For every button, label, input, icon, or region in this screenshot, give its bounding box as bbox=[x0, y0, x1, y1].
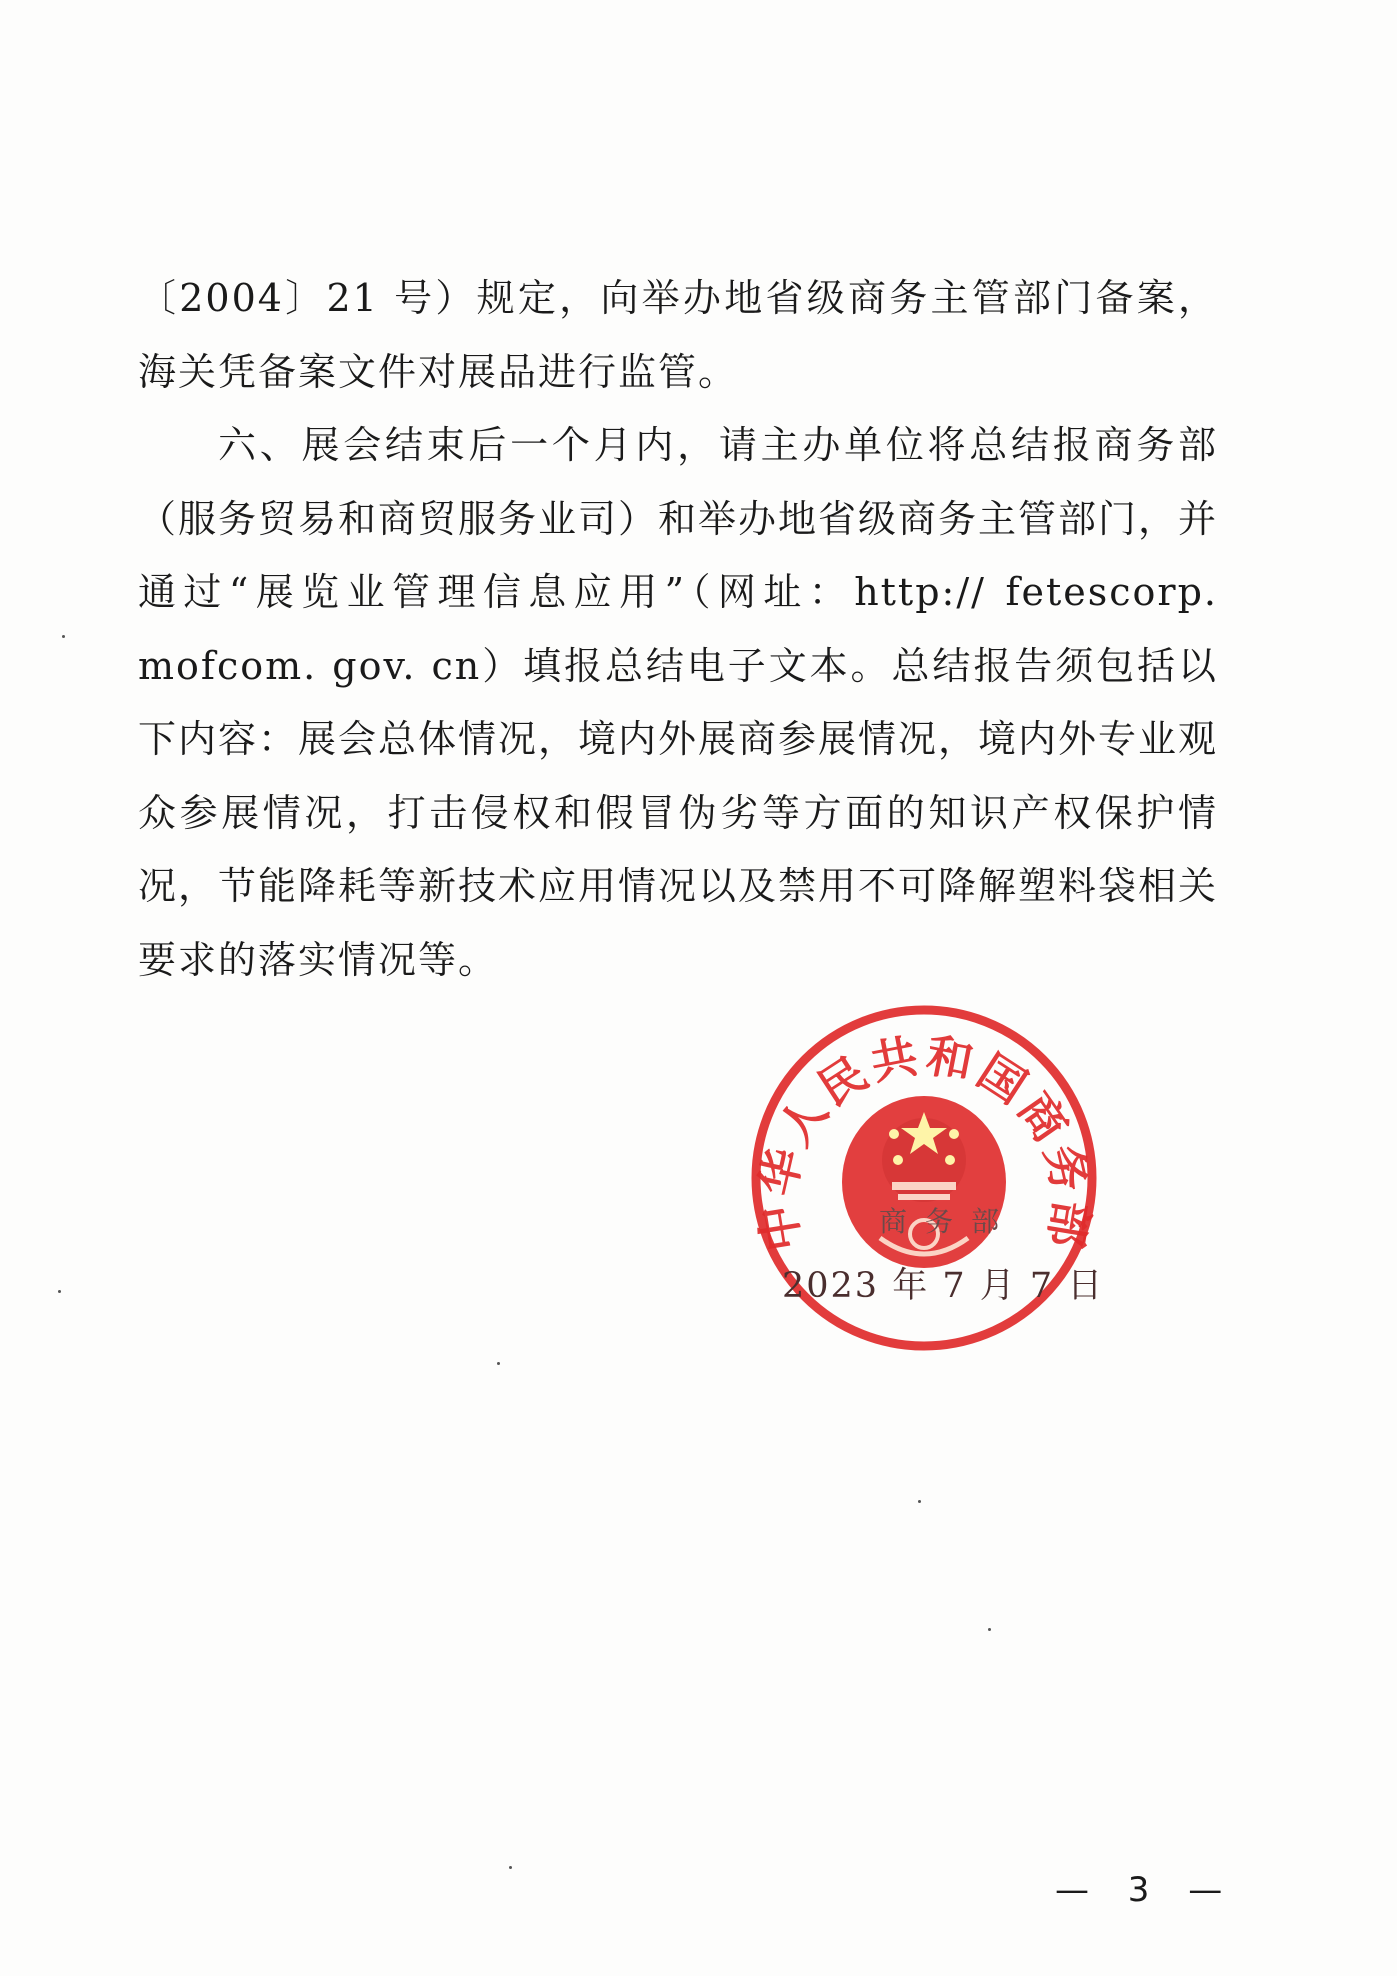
scan-speck bbox=[58, 1290, 61, 1293]
scan-speck bbox=[988, 1628, 991, 1631]
seal-text: 中华人民共和国商务部 bbox=[749, 1027, 1099, 1255]
scan-speck bbox=[918, 1500, 921, 1503]
signature-date: 2023 年 7 月 7 日 bbox=[782, 1266, 1105, 1306]
paragraph-six: 六、展会结束后一个月内，请主办单位将总结报商务部（服务贸易和商贸服务业司）和举办地省级商务主管部门，并通过“展览业管理信息应用”（网址：http:// fetescorp. mofcom. gov. cn）填报总结电子文本。总结报告须包括以下内容：展会总体情况，境内外展商参展情况，境内外专业观众参展情况，打击侵权和假冒伪劣等方面的知识产权保护情况，节能降耗等新技术应用情况以及禁用不可降解塑料袋相关要求的落实情况等。 bbox=[138, 423, 1219, 982]
document-body bbox=[138, 262, 1218, 997]
page-number: — 3 — bbox=[1055, 1870, 1237, 1910]
scan-speck bbox=[62, 635, 65, 638]
scan-speck bbox=[497, 1362, 500, 1365]
national-emblem-icon bbox=[842, 1096, 1006, 1268]
scan-speck bbox=[509, 1866, 512, 1869]
paragraph-continuation: 〔2004〕21 号）规定，向举办地省级商务主管部门备案，海关凭备案文件对展品进行监管。 bbox=[138, 276, 1218, 394]
signature-organization: 商务部 bbox=[878, 1205, 1017, 1238]
